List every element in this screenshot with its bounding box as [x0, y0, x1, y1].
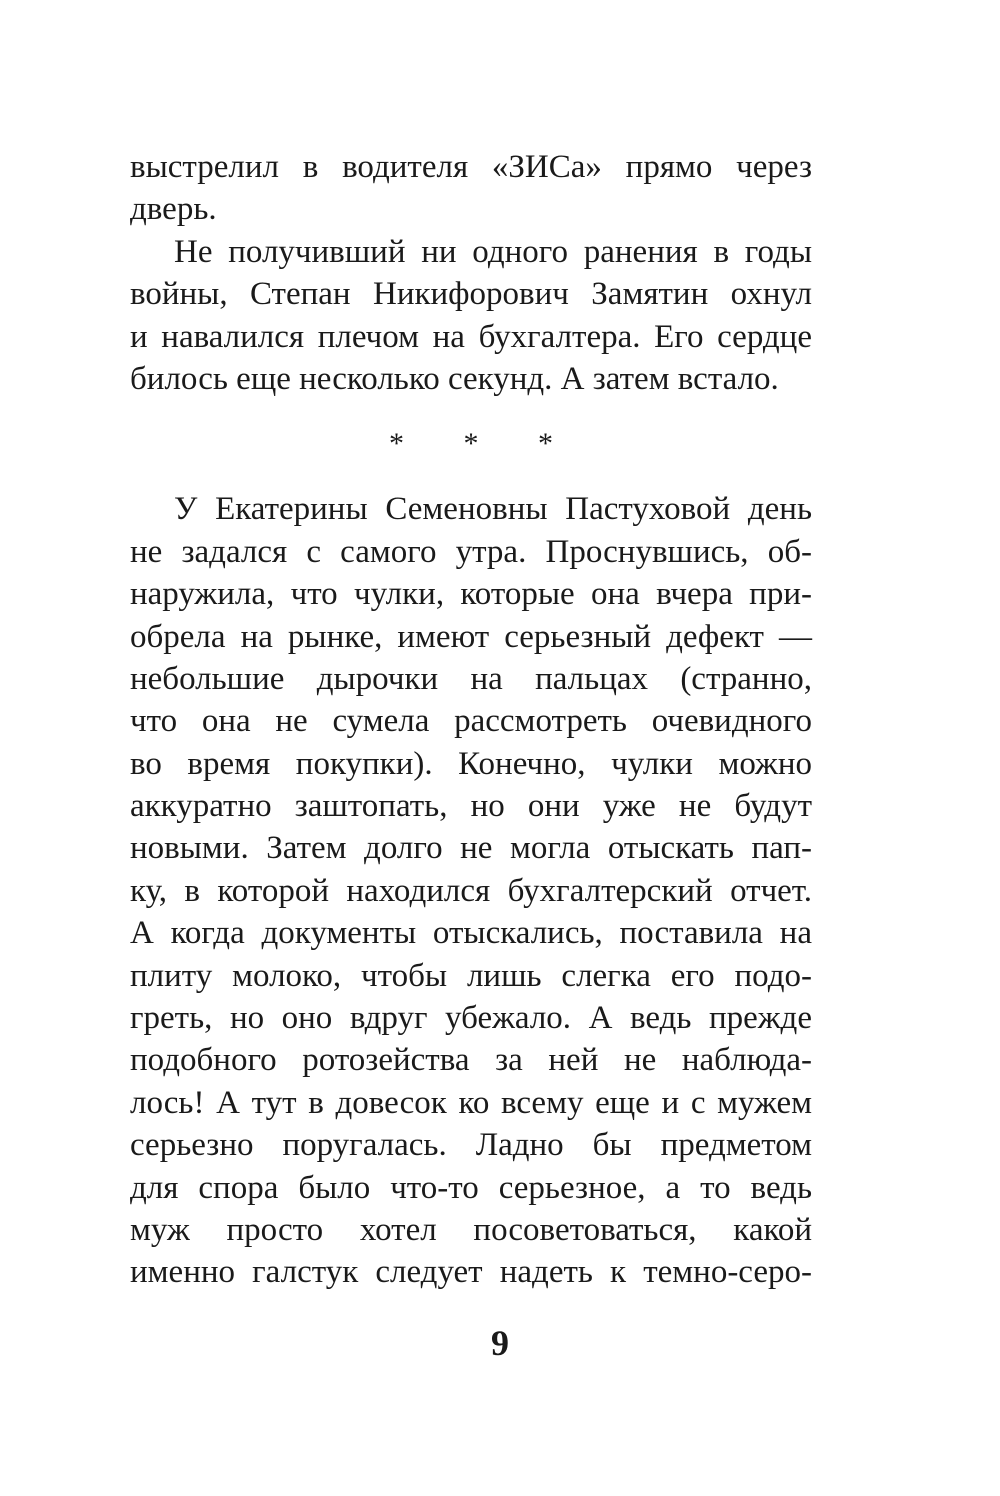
text-line: билось еще несколько секунд. А затем встало.	[130, 360, 779, 397]
text-line: небольшие дырочки на пальцах (странно,	[130, 660, 812, 697]
text-line: греть, но оно вдруг убежало. А ведь прежде	[130, 1000, 812, 1037]
text-line: новыми. Затем долго не могла отыскать пап-	[130, 830, 812, 867]
text-line: лось! А тут в довесок ко всему еще и с мужем	[130, 1084, 812, 1121]
text-line: дверь.	[130, 191, 217, 228]
text-line: не задался с самого утра. Проснувшись, об-	[130, 533, 812, 570]
text-line: именно галстук следует надеть к темно-серо-	[130, 1254, 812, 1291]
page-body	[130, 146, 812, 1294]
section-separator: * * *	[389, 427, 579, 461]
text-line: У Екатерины Семеновны Пастуховой день	[174, 491, 812, 528]
text-line: плиту молоко, чтобы лишь слегка его подо-	[130, 957, 812, 994]
text-line: во время покупки). Конечно, чулки можно	[130, 745, 812, 782]
text-line: подобного ротозейства за ней не наблюда-	[130, 1042, 812, 1079]
text-line: серьезно поругалась. Ладно бы предметом	[130, 1127, 812, 1164]
text-line: аккуратно заштопать, но они уже не будут	[130, 788, 812, 825]
text-line: войны, Степан Никифорович Замятин охнул	[130, 276, 812, 313]
text-line: выстрелил в водителя «ЗИСа» прямо через	[130, 149, 812, 185]
text-line: ку, в которой находился бухгалтерский отчет.	[130, 872, 812, 909]
text-line: муж просто хотел посоветоваться, какой	[130, 1211, 812, 1248]
text-line: обрела на рынке, имеют серьезный дефект —	[130, 618, 812, 655]
page-number: 9	[491, 1323, 509, 1363]
text-line: А когда документы отыскались, поставила на	[130, 915, 812, 952]
text-line: Не получивший ни одного ранения в годы	[174, 233, 812, 270]
text-line: для спора было что-то серьезное, а то ведь	[130, 1169, 812, 1206]
text-line: и навалился плечом на бухгалтера. Его сердце	[130, 318, 812, 355]
text-line: наружила, что чулки, которые она вчера при-	[130, 576, 812, 613]
text-line: что она не сумела рассмотреть очевидного	[130, 703, 812, 740]
